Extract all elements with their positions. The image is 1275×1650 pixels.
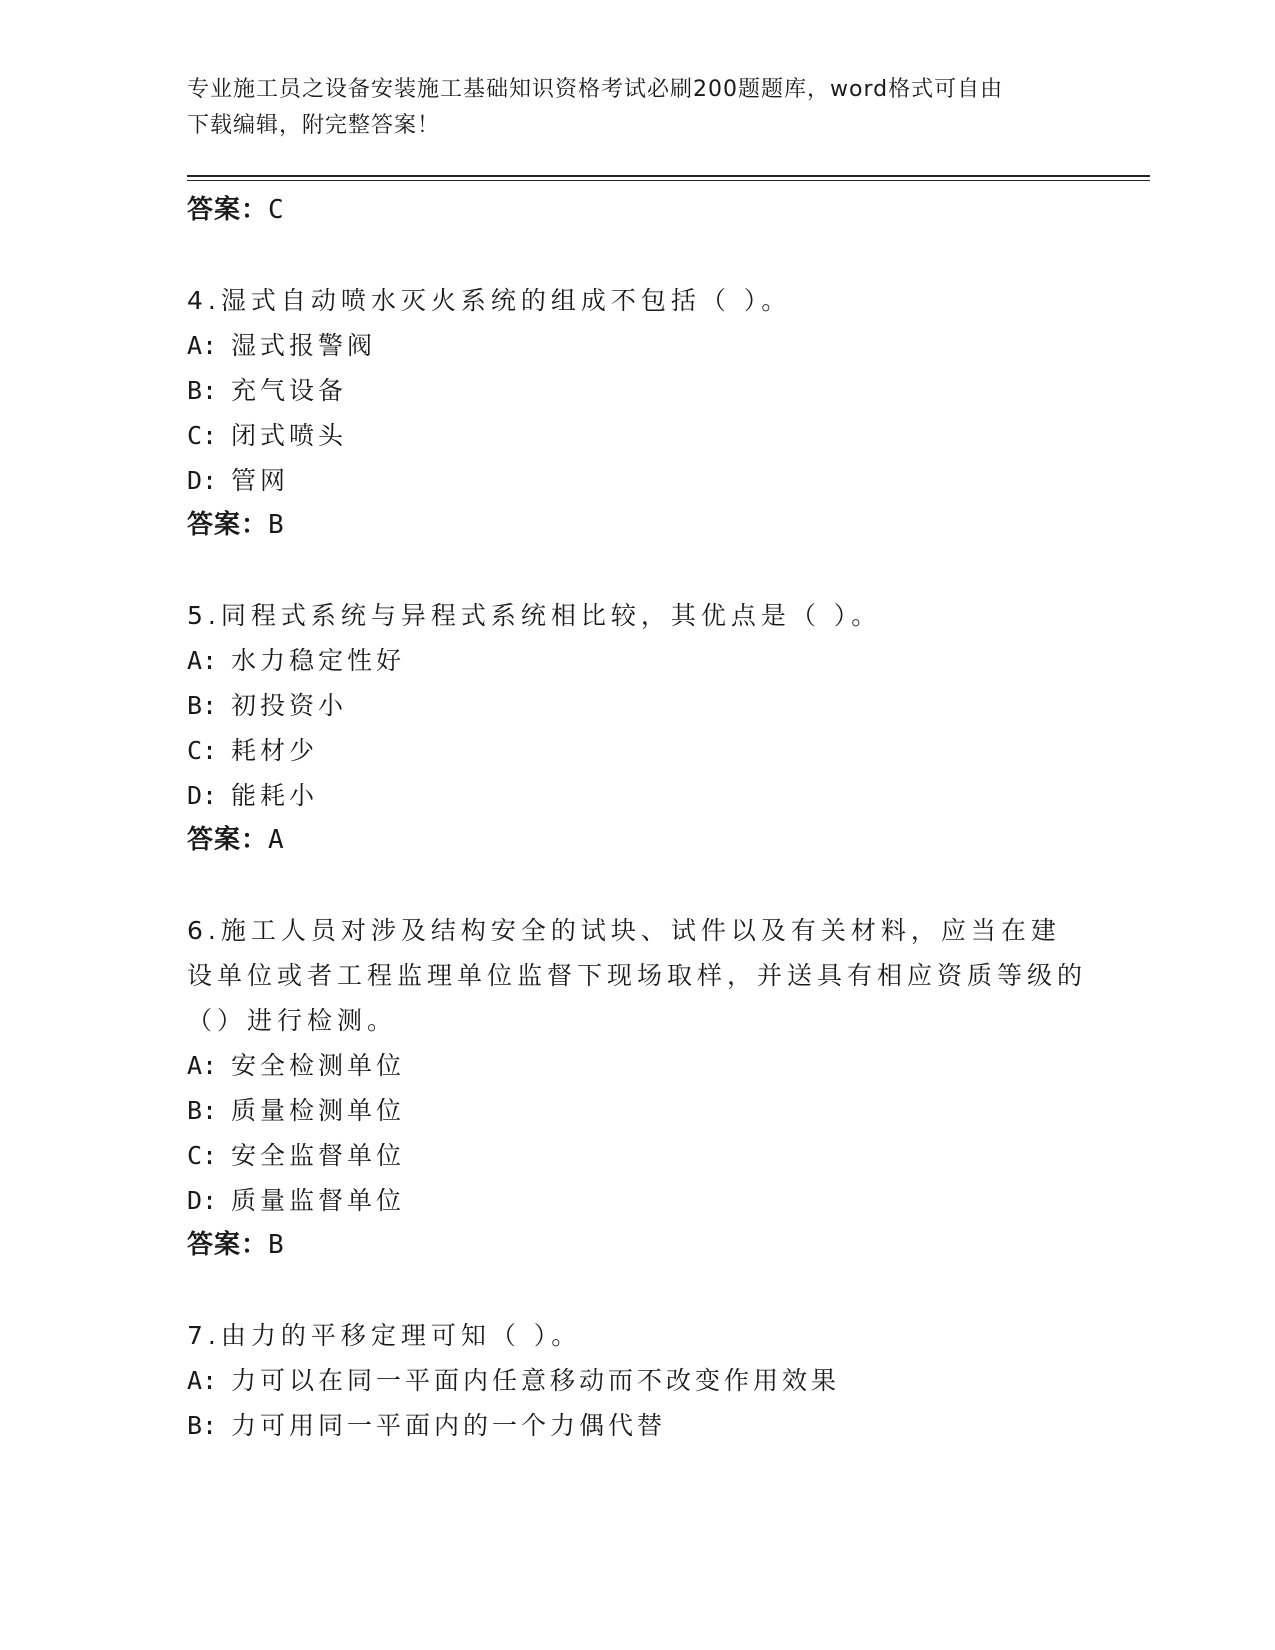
answer-label: 答案： bbox=[187, 195, 269, 225]
answer-q4 bbox=[187, 503, 1087, 547]
option-b bbox=[187, 683, 1087, 728]
option-letter: C: bbox=[187, 421, 218, 450]
option-a bbox=[187, 1043, 1087, 1088]
option-text: 力可用同一平面内的一个力偶代替 bbox=[231, 1411, 667, 1440]
option-c bbox=[187, 413, 1087, 458]
option-a bbox=[187, 638, 1087, 683]
header-divider bbox=[187, 175, 1150, 181]
option-letter: B: bbox=[187, 376, 218, 405]
option-letter: D: bbox=[187, 466, 218, 495]
answer-value: A bbox=[268, 825, 285, 855]
option-letter: B: bbox=[187, 691, 218, 720]
option-letter: C: bbox=[187, 1141, 218, 1170]
option-text: 能耗小 bbox=[231, 781, 319, 810]
question-4 bbox=[187, 278, 1087, 547]
option-text: 充气设备 bbox=[231, 376, 348, 405]
option-b bbox=[187, 368, 1087, 413]
option-letter: A: bbox=[187, 1051, 218, 1080]
option-letter: D: bbox=[187, 781, 218, 810]
answer-value: C bbox=[268, 195, 285, 225]
option-a bbox=[187, 1358, 1087, 1403]
question-6 bbox=[187, 908, 1087, 1267]
answer-label: 答案： bbox=[187, 825, 269, 855]
option-text: 安全监督单位 bbox=[231, 1141, 406, 1170]
question-7 bbox=[187, 1313, 1087, 1448]
option-letter: A: bbox=[187, 646, 218, 675]
option-text: 湿式报警阀 bbox=[231, 331, 377, 360]
option-text: 安全检测单位 bbox=[231, 1051, 406, 1080]
option-a bbox=[187, 323, 1087, 368]
option-text: 管网 bbox=[231, 466, 290, 495]
option-text: 耗材少 bbox=[231, 736, 319, 765]
option-d bbox=[187, 773, 1087, 818]
option-letter: B: bbox=[187, 1411, 218, 1440]
option-b bbox=[187, 1088, 1087, 1133]
option-text: 力可以在同一平面内任意移动而不改变作用效果 bbox=[231, 1366, 841, 1395]
question-stem: 7.由力的平移定理可知（ ）。 bbox=[187, 1321, 582, 1350]
answer-q5 bbox=[187, 818, 1087, 862]
question-stem: 6.施工人员对涉及结构安全的试块、试件以及有关材料，应当在建设单位或者工程监理单位监督下现场取样，并送具有相应资质等级的（）进行检测。 bbox=[187, 916, 1088, 1035]
option-letter: D: bbox=[187, 1186, 218, 1215]
option-letter: B: bbox=[187, 1096, 218, 1125]
option-text: 闭式喷头 bbox=[231, 421, 348, 450]
option-letter: A: bbox=[187, 1366, 218, 1395]
option-text: 水力稳定性好 bbox=[231, 646, 406, 675]
document-header bbox=[187, 72, 1067, 144]
option-c bbox=[187, 1133, 1087, 1178]
answer-label: 答案： bbox=[187, 1230, 269, 1260]
option-text: 初投资小 bbox=[231, 691, 348, 720]
answer-q3 bbox=[187, 188, 1087, 232]
answer-label: 答案： bbox=[187, 510, 269, 540]
option-text: 质量检测单位 bbox=[231, 1096, 406, 1125]
question-stem: 4.湿式自动喷水灭火系统的组成不包括（ ）。 bbox=[187, 286, 792, 315]
answer-value: B bbox=[268, 510, 285, 540]
answer-value: B bbox=[268, 1230, 285, 1260]
option-letter: A: bbox=[187, 331, 218, 360]
option-letter: C: bbox=[187, 736, 218, 765]
header-line-1: 专业施工员之设备安装施工基础知识资格考试必刷200题题库，word格式可自由 bbox=[187, 77, 1004, 102]
option-text: 质量监督单位 bbox=[231, 1186, 406, 1215]
document-body bbox=[187, 188, 1087, 1448]
option-c bbox=[187, 728, 1087, 773]
option-d bbox=[187, 1178, 1087, 1223]
option-b bbox=[187, 1403, 1087, 1448]
option-d bbox=[187, 458, 1087, 503]
answer-q6 bbox=[187, 1223, 1087, 1267]
question-5 bbox=[187, 593, 1087, 862]
header-line-2: 下载编辑，附完整答案！ bbox=[187, 113, 441, 138]
question-stem: 5.同程式系统与异程式系统相比较，其优点是（ ）。 bbox=[187, 601, 882, 630]
